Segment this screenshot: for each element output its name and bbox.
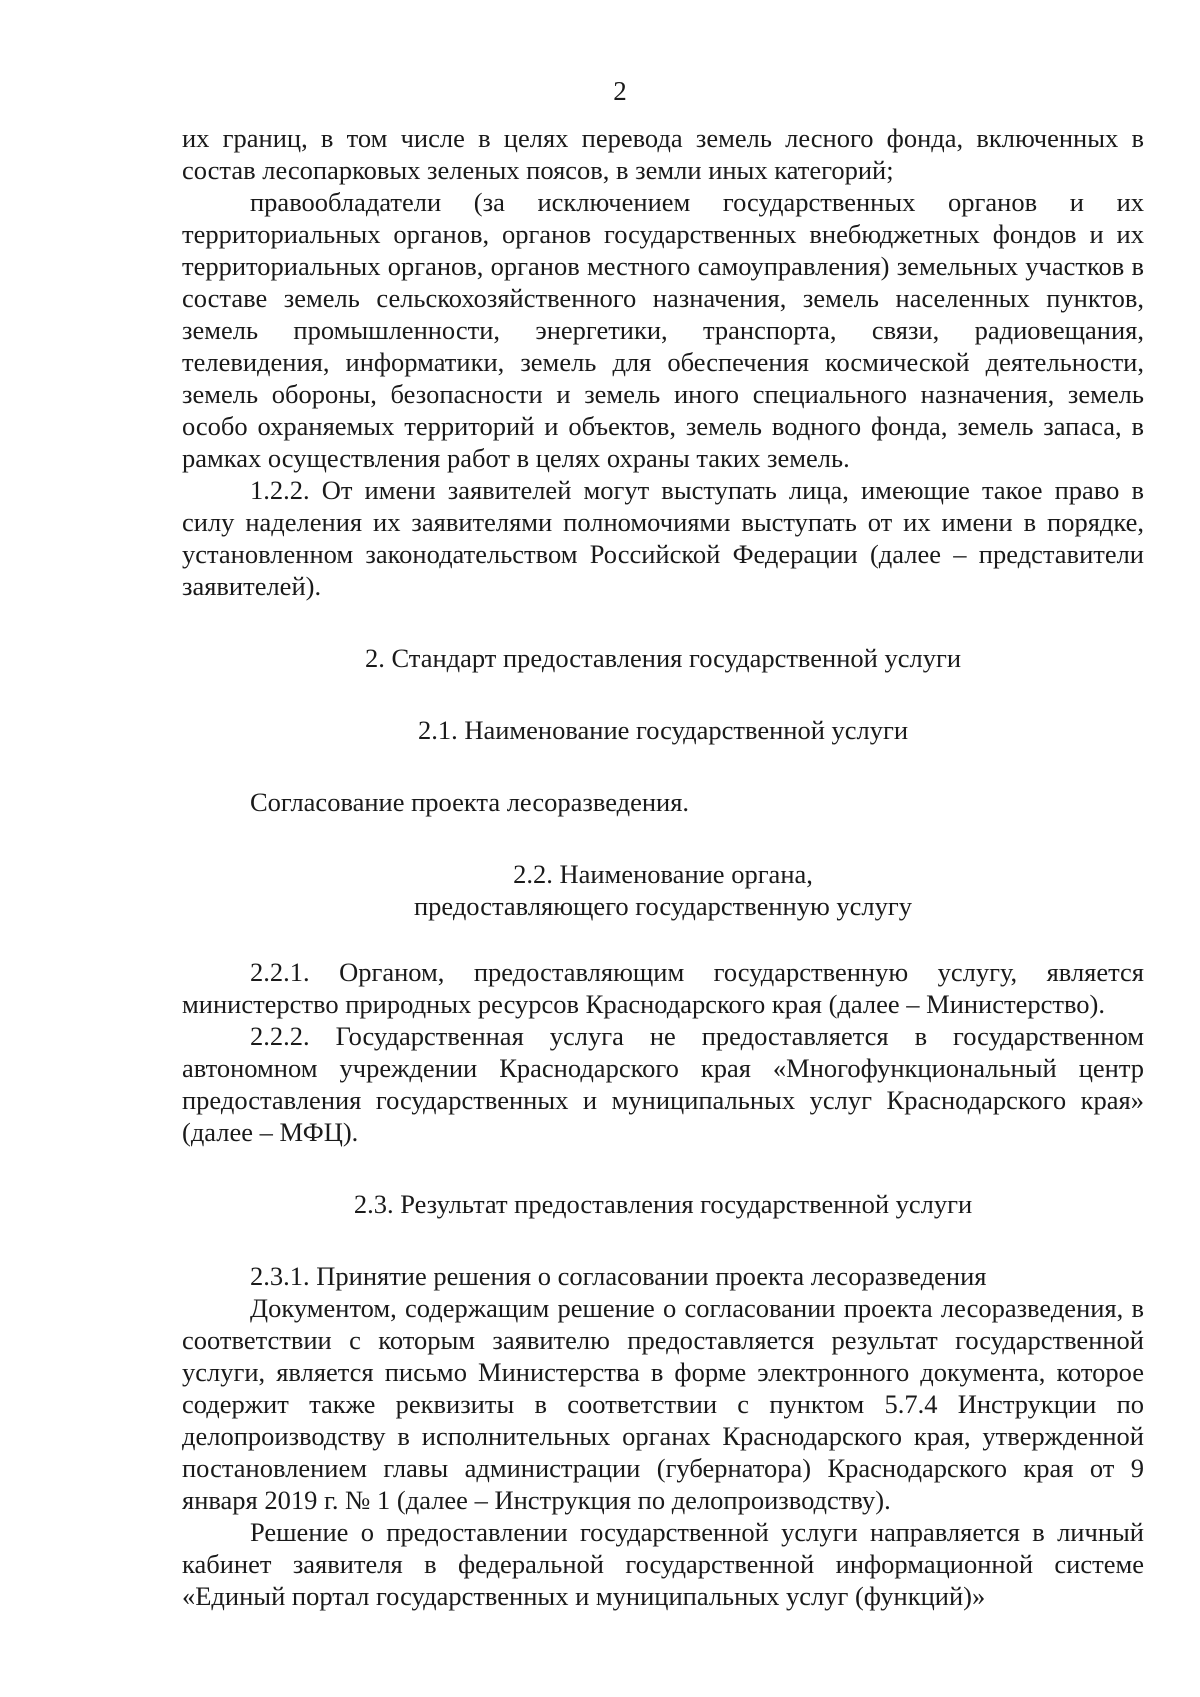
section-heading-2-2-line2: предоставляющего государственную услугу bbox=[413, 891, 912, 921]
paragraph-continuation: их границ, в том числе в целях перевода земель лесного фонда, включенных в состав лесопарковых зеленых поясов, в земли иных категорий; bbox=[182, 123, 1144, 185]
section-heading-2-2-line1: 2.2. Наименование органа, bbox=[513, 859, 813, 889]
paragraph-result-document: Документом, содержащим решение о согласовании проекта лесоразведения, в соответствии с которым заявителю предоставляется результат государственной услуги, является письмо Министерства в форме электронного документа, которое содержит также реквизиты в соответствии с пунктом 5.7.4 Инструкции по делопроизводству в исполнительных органах Краснодарского края, утвержденной постановлением главы администрации (губернатора) Краснодарского края от 9 января 2019 г. № 1 (далее – Инструкция по делопроизводству). bbox=[182, 1293, 1144, 1515]
document-body bbox=[182, 122, 1144, 1612]
paragraph-2-2-2: 2.2.2. Государственная услуга не предоставляется в государственном автономном учреждении Краснодарского края «Многофункциональный центр предоставления государственных и муниципальных услуг Краснодарского края» (далее – МФЦ). bbox=[182, 1021, 1144, 1147]
paragraph-decision-delivery: Решение о предоставлении государственной услуги направляется в личный кабинет заявителя в федеральной государственной информационной системе «Единый портал государственных и муниципальных услуг (функций)» bbox=[182, 1517, 1144, 1611]
paragraph-service-name: Согласование проекта лесоразведения. bbox=[250, 787, 690, 817]
page-number: 2 bbox=[613, 76, 627, 106]
paragraph-rightholders: правообладатели (за исключением государственных органов и их территориальных органов, органов государственных внебюджетных фондов и их территориальных органов, органов местного самоуправления) земельных участков в составе земель сельскохозяйственного назначения, земель населенных пунктов, земель промышленности, энергетики, транспорта, связи, радиовещания, телевидения, информатики, земель для обеспечения космической деятельности, земель обороны, безопасности и земель иного специального назначения, земель особо охраняемых территорий и объектов, земель водного фонда, земель запаса, в рамках осуществления работ в целях охраны таких земель. bbox=[182, 187, 1144, 473]
section-heading-2: 2. Стандарт предоставления государственной услуги bbox=[364, 643, 962, 673]
section-heading-2-1: 2.1. Наименование государственной услуги bbox=[417, 715, 909, 745]
paragraph-2-2-1: 2.2.1. Органом, предоставляющим государственную услугу, является министерство природных ресурсов Краснодарского края (далее – Министерство). bbox=[182, 957, 1144, 1019]
section-heading-2-3: 2.3. Результат предоставления государственной услуги bbox=[353, 1189, 973, 1219]
paragraph-1-2-2: 1.2.2. От имени заявителей могут выступать лица, имеющие такое право в силу наделения их заявителями полномочиями выступать от их имени в порядке, установленном законодательством Российской Федерации (далее – представители заявителей). bbox=[182, 475, 1144, 601]
paragraph-2-3-1: 2.3.1. Принятие решения о согласовании проекта лесоразведения bbox=[250, 1261, 987, 1291]
